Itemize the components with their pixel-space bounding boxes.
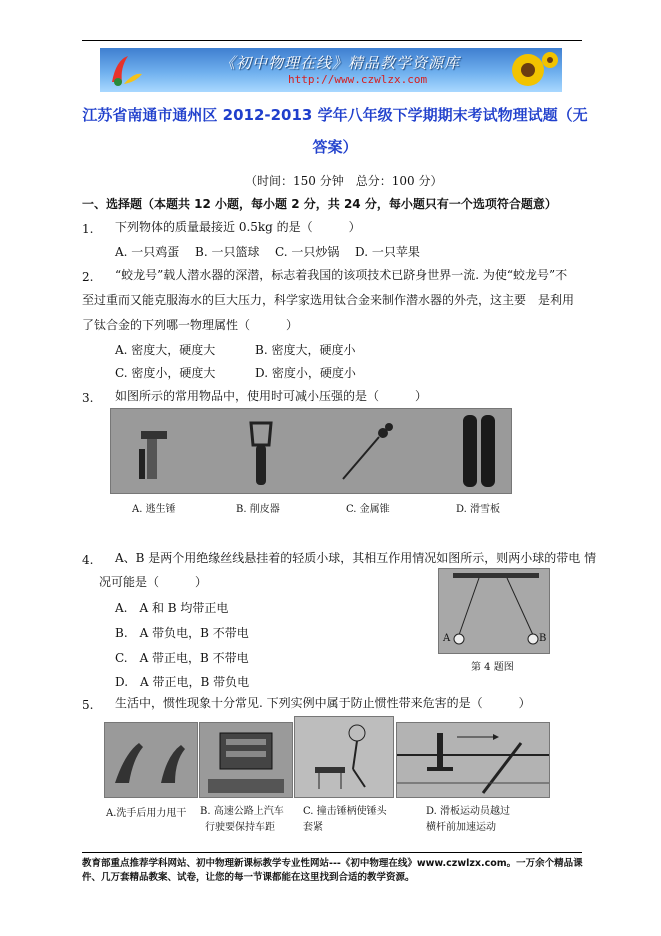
q5-photo-a	[104, 722, 198, 798]
road-sign-drawing	[200, 723, 292, 797]
q4-pendulum-drawing	[439, 569, 549, 653]
q5-caption-b-line1: B. 高速公路上汽车	[200, 806, 284, 817]
q4-option-c: C. A 带正电，B 不带电	[115, 651, 249, 665]
ball-b-label: B	[539, 633, 547, 644]
q5-photo-c	[294, 716, 394, 798]
q1-option-b: B. 一只篮球	[195, 245, 260, 259]
q4-option-d: D. A 带正电，B 带负电	[115, 675, 250, 689]
hands-drawing	[105, 723, 197, 797]
question-4-line1: A、B 是两个用绝缘丝线悬挂着的轻质小球，其相互作用情况如图所示，则两小球的带电 情	[115, 551, 597, 565]
exam-meta: （时间：150 分钟 总分：100 分）	[245, 174, 443, 188]
footer-line2: 件、几万套精品教案、试卷，让您的每一节课都能在这里找到合适的教学资源。	[82, 872, 415, 883]
q4-figure-caption: 第 4 题图	[471, 662, 514, 673]
q5-caption-d-line2: 横杆前加速运动	[426, 822, 496, 833]
q5-caption-c-line1: C. 撞击锤柄使锤头	[303, 806, 387, 817]
question-3-stem: 如图所示的常用物品中，使用时可减小压强的是（ ）	[115, 389, 428, 403]
q5-caption-c-line2: 套紧	[303, 822, 323, 833]
ball-a-label: A	[443, 633, 451, 644]
banner-url[interactable]: http://www.czwlzx.com	[288, 73, 428, 86]
question-2-line1: “蛟龙号”载人潜水器的深潜，标志着我国的该项技术已跻身世界一流. 为使“蛟龙号”不	[115, 268, 568, 282]
question-2-line2: 至过重而又能克服海水的巨大压力，科学家选用钛合金来制作潜水器的外壳，这主要 是利用	[82, 293, 575, 307]
q2-option-a: A. 密度大，硬度大	[115, 343, 216, 357]
question-5-stem: 生活中，惯性现象十分常见. 下列实例中属于防止惯性带来危害的是（ ）	[115, 696, 531, 710]
q4-option-b: B. A 带负电，B 不带电	[115, 626, 249, 640]
q1-option-d: D. 一只苹果	[355, 245, 420, 259]
q5-caption-a: A.洗手后用力甩干	[106, 808, 187, 819]
header-rule	[82, 40, 582, 41]
banner-title: 《初中物理在线》精品教学资源库	[220, 54, 461, 72]
footer-line1: 教育部重点推荐学科网站、初中物理新课标教学专业性网站---《初中物理在线》www.czwlzx.com。一万余个精品课	[82, 858, 583, 869]
paper-title-line1: 江苏省南通市通州区 2012-2013 学年八年级下学期期末考试物理试题（无	[82, 106, 588, 124]
q4-option-a: A. A 和 B 均带正电	[115, 601, 229, 615]
q5-caption-b-line2: 行驶要保持车距	[205, 822, 275, 833]
site-banner[interactable]	[100, 48, 562, 92]
q1-option-a: A. 一只鸡蛋	[115, 245, 180, 259]
section-heading: 一、选择题（本题共 12 小题，每小题 2 分，共 24 分，每小题只有一个选项符合题意）	[82, 197, 557, 211]
q3-objects-drawing	[111, 409, 511, 493]
question-1-stem: 下列物体的质量最接近 0.5kg 的是（ ）	[115, 220, 361, 234]
q4-figure	[438, 568, 550, 654]
footer-rule	[82, 852, 582, 853]
q3-caption-d: D. 滑雪板	[456, 504, 501, 515]
q1-option-c: C. 一只炒锅	[275, 245, 340, 259]
q3-caption-b: B. 削皮器	[236, 504, 280, 515]
site-logo-icon	[106, 52, 146, 88]
question-number: 4.	[82, 553, 94, 567]
question-2-line3: 了钛合金的下列哪一物理属性（ ）	[82, 318, 299, 332]
skateboard-drawing	[397, 723, 549, 797]
q5-photo-d	[396, 722, 550, 798]
paper-title-line2: 答案）	[312, 138, 358, 156]
sunflower-icon	[498, 50, 558, 90]
q2-option-d: D. 密度小，硬度小	[255, 366, 356, 380]
question-number: 5.	[82, 698, 94, 712]
hammer-figure-drawing	[295, 717, 393, 797]
q5-photo-b	[199, 722, 293, 798]
question-number: 3.	[82, 391, 94, 405]
question-4-line2: 况可能是（ ）	[99, 575, 208, 589]
question-number: 2.	[82, 270, 94, 284]
question-number: 1.	[82, 222, 94, 236]
q5-caption-d-line1: D. 滑板运动员越过	[426, 806, 511, 817]
q2-option-c: C. 密度小，硬度大	[115, 366, 216, 380]
q2-option-b: B. 密度大，硬度小	[255, 343, 356, 357]
q3-objects-photo	[110, 408, 512, 494]
q3-caption-c: C. 金属锥	[346, 504, 390, 515]
q3-caption-a: A. 逃生锤	[132, 504, 176, 515]
